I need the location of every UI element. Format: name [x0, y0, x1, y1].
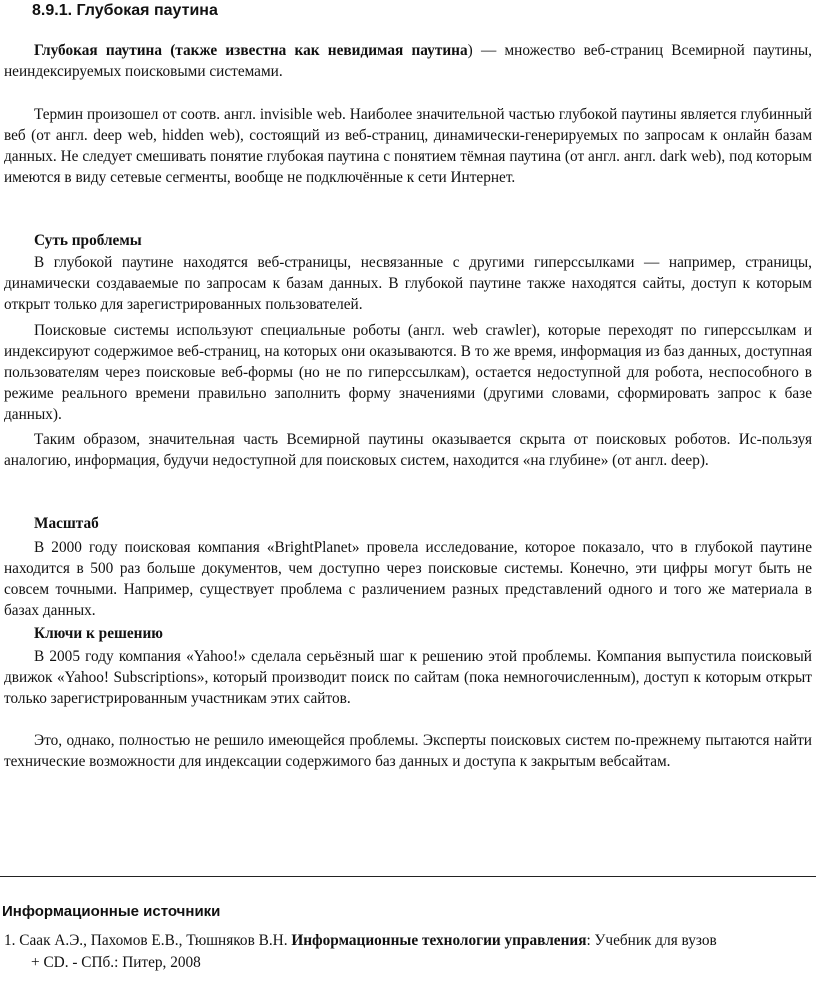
subheading-problem: Суть проблемы [34, 232, 142, 249]
scale-paragraph: В 2000 году поисковая компания «BrightPlanet» провела исследование, которое показало, что в глубокой паутине находится в 500 раз больше документов, чем доступно через поисковые системы. Конечно, эти цифры могут быть не совсем точными. Например, существует проблема с различением разных представлений одного и того же материала в базах данных. [4, 539, 812, 619]
section-heading: 8.9.1. Глубокая паутина [32, 2, 218, 19]
intro-paragraph [4, 40, 812, 82]
intro-text: ) — множество веб-страниц Всемирной паутины, неиндексируемых поисковыми системами. [4, 42, 812, 80]
keys-paragraph-1: В 2005 году компания «Yahoo!» сделала серьёзный шаг к решению этой проблемы. Компания выпустила поисковый движок «Yahoo! Subscriptions», который производит поиск по сайтам (пока немногочисленным), доступ к которым открыт только зарегистрированным участникам этих сайтов. [4, 648, 812, 707]
reference-details: : Учебник для вузов [586, 932, 717, 949]
footer-divider [0, 876, 816, 877]
sources-heading: Информационные источники [2, 903, 221, 920]
keys-paragraph-2: Это, однако, полностью не решило имеющейся проблемы. Эксперты поисковых систем по-прежнему пытаются найти технические возможности для индексации содержимого баз данных и доступа к закрытым вебсайтам. [4, 732, 812, 770]
problem-paragraph-2: Поисковые системы используют специальные роботы (англ. web crawler), которые переходят по гиперссылкам и индексируют содержимое веб-страниц, на которых они оказываются. В то же время, информация из баз данных, доступная пользователям через поисковые веб-формы (но не по гиперссылкам), остается недоступной для робота, неспособного в режиме реального времени правильно заполнить форму значениями (другими словами, сформировать запрос к базе данных). [4, 322, 812, 423]
term-definition-bold: Глубокая паутина (также известна как невидимая паутина [34, 42, 468, 59]
reference-title: Информационные технологии управления [291, 932, 587, 949]
origin-paragraph: Термин произошел от соотв. англ. invisible web. Наиболее значительной частью глубокой паутины является глубинный веб (от англ. deep web, hidden web), состоящий из веб-страниц, динамически-генерируемых по запросам к онлайн базам данных. Не следует смешивать понятие глубокая паутина с понятием тёмная паутина (от англ. англ. dark web), под которым имеются в виду сетевые сегменты, вообще не подключённые к сети Интернет. [4, 106, 812, 186]
problem-paragraph-1: В глубокой паутине находятся веб-страницы, несвязанные с другими гиперссылками — например, страницы, динамически создаваемые по запросам к базам данных. В глубокой паутине также находятся сайты, доступ к которым открыт только для зарегистрированных пользователей. [4, 254, 812, 313]
reference-authors: 1. Саак А.Э., Пахомов Е.В., Тюшняков В.Н. [4, 932, 292, 949]
reference-item [4, 930, 812, 974]
problem-paragraph-3: Таким образом, значительная часть Всемирной паутины оказывается скрыта от поисковых роботов. Ис-пользуя аналогию, информация, будучи недоступной для поисковых систем, находится «на глубине» (от англ. deep). [4, 431, 812, 469]
subheading-keys: Ключи к решению [34, 625, 164, 642]
reference-continuation: + CD. - СПб.: Питер, 2008 [31, 954, 201, 971]
subheading-scale: Масштаб [34, 515, 99, 532]
